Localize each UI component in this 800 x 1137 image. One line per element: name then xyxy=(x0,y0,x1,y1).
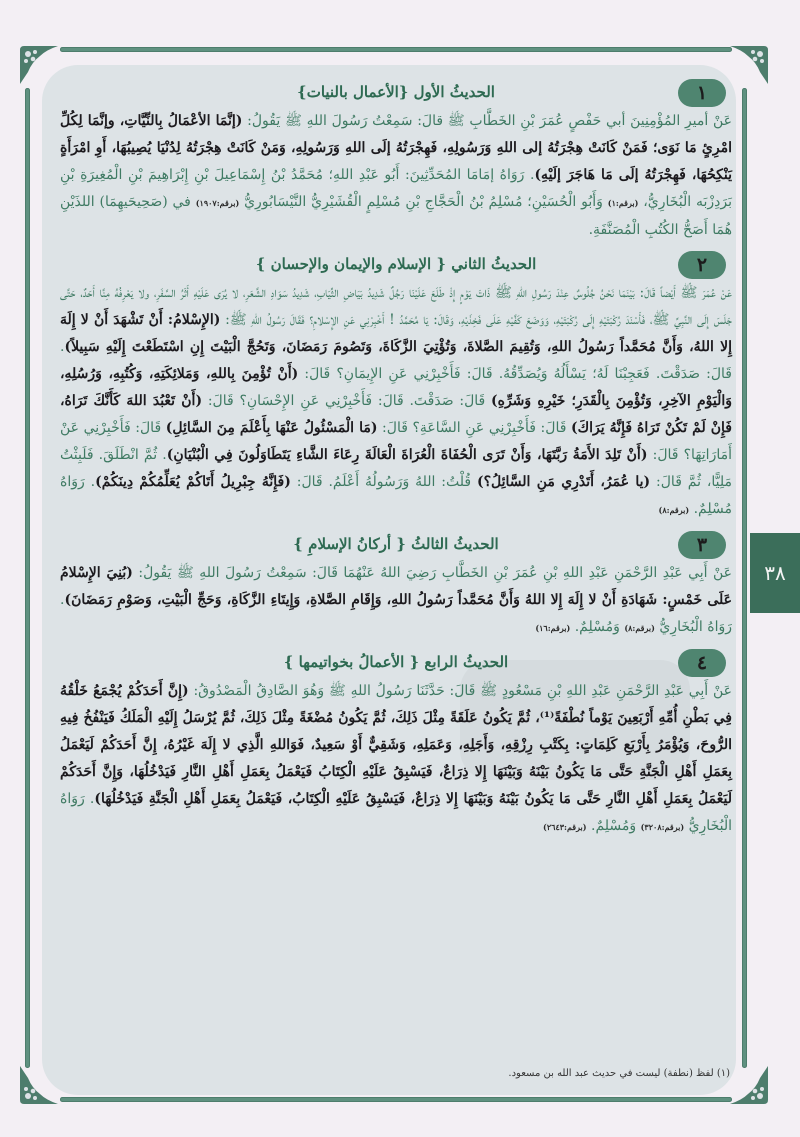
narration-text: عَنْ أَبِي عَبْدِ الرَّحْمَنِ عَبْدِ اللهِ بْنِ مَسْعُودٍ ﷺ قَالَ: حَدَّثَنَا رَسُولُ اللهِ ﷺ وَهُوَ الصَّادِقُ الْمَصْدُوقُ: xyxy=(188,683,732,699)
narration-text: . رَوَاهُ الْبُخَارِيُّ xyxy=(60,791,732,834)
narration-text: قَالَ: فَأَخْبِرْنِي عَنْ أَمَارَاتِهَا؟ قَالَ: xyxy=(60,420,732,463)
reference-number: (برقم:١٩٠٧) xyxy=(195,198,240,208)
frame-border-bottom xyxy=(60,1097,732,1102)
hadith-quote: (أَنْ تُؤْمِنَ بِاللهِ، وَمَلائِكَتِهِ، وَكُتُبِهِ، وَرُسُلِهِ، وَالْيَوْمِ الآخِرِ، وَتُؤْمِنَ بِالْقَدَرِ؛ خَيْرِهِ وَشَرِّهِ) xyxy=(60,366,732,409)
narration-text: قَالَ: فَأَخْبِرْنِي عَنِ السَّاعَةِ؟ قَالَ: xyxy=(377,420,571,436)
frame-border-left xyxy=(25,88,30,1068)
hadith-section xyxy=(58,646,734,841)
hadith-number-badge: ١ xyxy=(678,79,726,107)
narration-text: عَنْ عُمَرَ ﷺ أَيْضاً قَالَ: بَيْنَمَا نَحْنُ جُلُوسٌ عِنْدَ رَسُولِ اللهِ ﷺ ذَاتَ يَوْمٍ إِذْ طَلَعَ عَلَيْنَا رَجُلٌ شَدِيدُ بَيَاضِ الثِّيَابِ، شَدِيدُ سَوَادِ الشَّعَرِ، لا يُرَى عَلَيْهِ أَثَرُ السَّفَرِ، ولا يَعْرِفُهُ مِنَّا أَحَدٌ، حَتَّى جَلَسَ إِلَى النَّبِيِّ ﷺ، فَأَسْنَدَ رُكْبَتَيْهِ إِلَى رُكْبَتَيْهِ، وَوَضَعَ كَفَّيْهِ عَلَى فَخِذَيْهِ، وَقَالَ: يَا مُحَمَّدُ ! أَخْبِرْنِي عَنِ الإِسْلامِ؟ فَقَالَ رَسُولُ اللهِ ﷺ: xyxy=(60,285,732,328)
narration-text: وَمُسْلِمٌ. xyxy=(570,619,625,635)
narration-text: . ثُمَّ انْطَلَقَ. فَلَبِثْتُ مَلِيًّا، ثُمَّ قَالَ: xyxy=(60,447,732,490)
hadith-header xyxy=(58,248,734,280)
hadith-quote: (الإِسْلامُ: أَنْ تَشْهَدَ أَنْ لا إِلَهَ إِلا اللهُ، وَأَنَّ مُحَمَّداً رَسُولُ اللهِ، وَتُقِيمَ الصَّلاةَ، وَتُؤْتِيَ الزَّكَاةَ، وَتَصُومَ رَمَضَانَ، وَتَحُجَّ الْبَيْتَ إِنِ اسْتَطَعْتَ إِلَيْهِ سَبِيلاً) xyxy=(60,312,732,355)
hadith-quote: (فَإِنَّهُ جِبْرِيلُ أَتَاكُمْ يُعَلِّمُكُمْ دِينَكُمْ) xyxy=(95,474,291,490)
hadith-title: الحديثُ الثالثُ { أركانُ الإسلامِ } xyxy=(293,535,499,553)
hadith-title: الحديثُ الرابع { الأعمالُ بخواتيمها } xyxy=(283,653,509,671)
reference-number: (برقم:٢٦٤٣) xyxy=(543,822,587,832)
narration-text: وَأَبُو الْحُسَيْنِ؛ مُسْلِمُ بْنُ الْحَجَّاجِ بْنِ مُسْلِمٍ الْقُشَيْرِيُّ النَّيْسَابُورِيُّ xyxy=(239,194,608,210)
footnote: (١) لفظ (نطفة) ليست في حديث عبد الله بن مسعود. xyxy=(508,1068,730,1079)
hadith-text xyxy=(58,560,734,642)
hadith-title: الحديثُ الأول {الأعمال بالنيات} xyxy=(297,83,495,101)
hadith-quote: (بُنِيَ الإِسْلامُ عَلَى خَمْسٍ: شَهَادَةِ أَنْ لا إِلَهَ إِلا اللهُ وَأَنَّ مُحَمَّداً رَسُولُ اللهِ، وَإِقَامِ الصَّلاةِ، وَإِيتَاءِ الزَّكَاةِ، وَحَجِّ الْبَيْتِ، وَصَوْمِ رَمَضَانَ) xyxy=(60,565,732,608)
reference-number: (برقم:٨) xyxy=(624,623,655,633)
narration-text: عَنْ أميرِ المُؤْمِنِينَ أبي حَفْصٍ عُمَرَ بْنِ الخَطَّابِ ﷺ قالَ: سَمِعْتُ رَسُولَ اللهِ ﷺ يَقُولُ: xyxy=(242,113,732,129)
hadith-header xyxy=(58,528,734,560)
hadith-header xyxy=(58,76,734,108)
narration-text: . رَوَاهُ إمَامَا المُحَدِّثِينَ: أَبُو عَبْدِ اللهِ؛ مُحَمَّدُ بْنُ إِسْمَاعِيلَ بْنِ إِبْرَاهِيمَ بْنِ الْمُغِيرَةِ بْنِ بَرَدِزْبَه الْبُخَارِيُّ، xyxy=(60,167,733,210)
hadith-quote: (أَنْ تَلِدَ الأَمَةُ رَبَّتَهَا، وَأَنْ تَرَى الْحُفَاةَ الْعُرَاةَ الْعَالَةَ رِعَاءَ الشَّاءِ يَتَطَاوَلُونَ فِي الْبُنْيَانِ) xyxy=(166,447,648,463)
narration-text: . رَوَاهُ الْبُخَارِيُّ xyxy=(60,592,732,635)
hadith-quote: (إِنَّ أَحَدَكُمْ يُجْمَعُ خَلْقُهُ فِي بَطْنِ أُمِّهِ أَرْبَعِينَ يَوْماً نُطْفَةً⁽¹⁾، ثُمَّ يَكُونُ عَلَقَةً مِثْلَ ذَلِكَ، ثُمَّ يَكُونُ مُضْغَةً مِثْلَ ذَلِكَ، ثُمَّ يُرْسَلُ إِلَيْهِ الْمَلَكُ فَيَنْفُخُ فِيهِ الرُّوحَ، وَيُؤْمَرُ بِأَرْبَعِ كَلِمَاتٍ: بِكَتْبِ رِزْقِهِ، وَأَجَلِهِ، وَعَمَلِهِ، وَشَقِيٌّ أَوْ سَعِيدٌ، فَوَاللهِ الَّذِي لا إِلَهَ غَيْرُهُ، إِنَّ أَحَدَكُمْ لَيَعْمَلُ بِعَمَلِ أَهْلِ الْجَنَّةِ حَتَّى مَا يَكُونُ بَيْنَهُ وَبَيْنَهَا إِلا ذِرَاعٌ، فَيَسْبِقُ عَلَيْهِ الْكِتَابُ فَيَعْمَلُ بِعَمَلِ أَهْلِ النَّارِ فَيَدْخُلُهَا، وَإِنَّ أَحَدَكُمْ لَيَعْمَلُ بِعَمَلِ أَهْلِ النَّارِ حَتَّى مَا يَكُونُ بَيْنَهُ وَبَيْنَهَا إِلا ذِرَاعٌ، فَيَسْبِقُ عَلَيْهِ الْكِتَابُ، فَيَعْمَلُ بِعَمَلِ أَهْلِ الْجَنَّةِ فَيَدْخُلُهَا) xyxy=(60,683,732,807)
hadith-text xyxy=(58,108,734,244)
narration-text: في (صَحِيحَيهِمَا) اللذَيْنِ هُمَا أَصَحُّ الكُتُبِ الْمُصَنَّفَةِ. xyxy=(60,194,732,238)
hadith-section xyxy=(58,76,734,244)
hadith-text xyxy=(58,280,734,524)
frame-border-right xyxy=(742,88,747,1068)
narration-text: عَنْ أَبِي عَبْدِ الرَّحْمَنِ عَبْدِ اللهِ بْنِ عُمَرَ بْنِ الخَطَّابِ رَضِيَ اللهُ عَنْهُمَا قَالَ: سَمِعْتُ رَسُولَ اللهِ ﷺ يَقُولُ: xyxy=(132,565,732,581)
corner-ornament-icon xyxy=(728,1064,770,1106)
reference-number: (برقم:٨) xyxy=(658,505,690,515)
hadith-section xyxy=(58,248,734,524)
hadith-header xyxy=(58,646,734,678)
narration-text: . قَالَ: صَدَقْتَ. فَعَجِبْنَا لَهُ؛ يَسْأَلُهُ وَيُصَدِّقُهُ. قَالَ: فَأَخْبِرْنِي عَنِ الإِيمَانِ؟ قَالَ: xyxy=(60,339,732,382)
hadith-number-badge: ٢ xyxy=(678,251,726,279)
hadith-quote: (مَا الْمَسْئُولُ عَنْهَا بِأَعْلَمَ مِنَ السَّائِلِ) xyxy=(165,420,378,436)
hadith-quote: (إنَّمَا الأعْمَالُ بِالنِّيَّاتِ، وإنَّمَا لِكُلِّ امْرِئٍ مَا نَوَى؛ فَمَنْ كَانَتْ هِجْرَتُهُ إلى اللهِ وَرَسُولِهِ، فَهِجْرَتُهُ إلَى اللهِ وَرَسُولِهِ، وَمَنْ كَانَتْ هِجْرَتُهُ لِدُنْيَا يُصِيبُهَا، أَوِ امْرَأَةٍ يَنْكِحُهَا، فَهِجْرَتُهُ إلَى مَا هَاجَرَ إلَيْهِ) xyxy=(60,113,732,183)
hadith-quote: (يا عُمَرُ، أَتَدْرِي مَنِ السَّائِلُ؟) xyxy=(476,474,651,490)
hadith-title: الحديثُ الثاني { الإسلام والإيمان والإحسان } xyxy=(255,255,537,273)
hadith-text xyxy=(58,678,734,841)
corner-ornament-icon xyxy=(728,44,770,86)
hadith-section xyxy=(58,528,734,642)
narration-text: وَمُسْلِمٌ. xyxy=(586,818,641,834)
reference-number: (برقم:١٦) xyxy=(535,623,571,633)
hadith-list xyxy=(58,76,734,845)
narration-text: . رَوَاهُ مُسْلِمٌ. xyxy=(60,474,732,517)
hadith-number-badge: ٣ xyxy=(678,531,726,559)
frame-border-top xyxy=(60,47,732,52)
narration-text: قَالَ: صَدَقْتَ. قَالَ: فَأَخْبِرْنِي عَنِ الإِحْسَانِ؟ قَالَ: xyxy=(202,393,491,409)
hadith-quote: (أَنْ تَعْبُدَ اللهَ كَأَنَّكَ تَرَاهُ، فَإِنْ لَمْ تَكُنْ تَرَاهُ فَإِنَّهُ يَرَاكَ) xyxy=(60,393,732,436)
reference-number: (برقم:٣٢٠٨) xyxy=(640,822,685,832)
page-number-tab: ٣٨ xyxy=(750,533,800,613)
hadith-number-badge: ٤ xyxy=(678,649,726,677)
narration-text: قُلْتُ: اللهُ وَرَسُولُهُ أَعْلَمُ. قَالَ: xyxy=(290,474,477,490)
reference-number: (برقم:١) xyxy=(607,198,639,208)
